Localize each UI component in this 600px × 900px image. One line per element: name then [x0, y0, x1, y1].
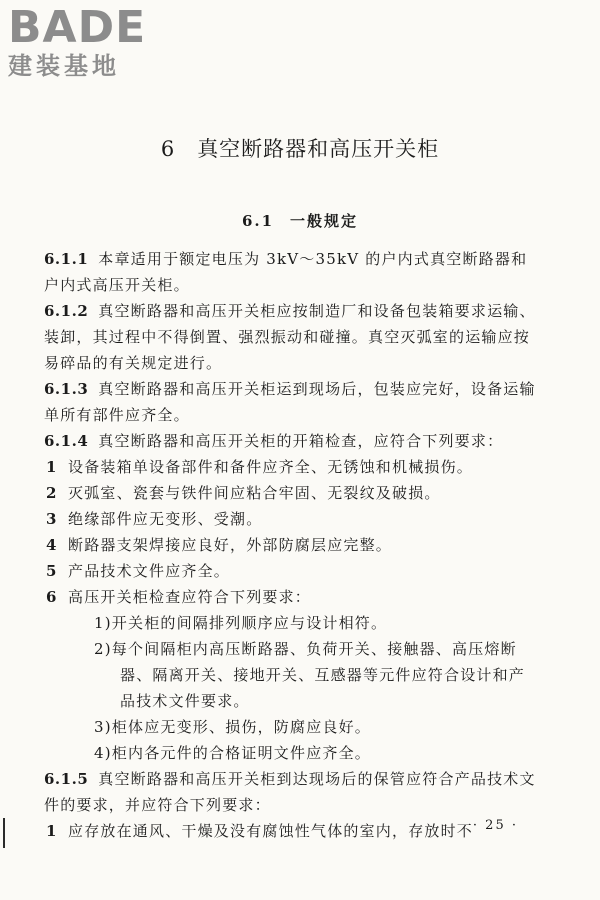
list-item: [44, 532, 540, 558]
bade-logo: [8, 2, 178, 86]
clause-text: 真空断路器和高压开关柜运到现场后，包装应完好，设备运输单所有部件应齐全。: [44, 380, 536, 424]
item-text: 产品技术文件应齐全。: [68, 562, 231, 580]
item-number: 2: [46, 484, 58, 502]
chapter-number: 6: [160, 137, 176, 161]
item-number: 5: [46, 562, 58, 580]
item-number: 3: [46, 510, 58, 528]
clause-text: 本章适用于额定电压为 3kV～35kV 的户内式真空断路器和户内式高压开关柜。: [44, 250, 528, 294]
sub-item-number: 1): [94, 614, 112, 632]
item-number: 6: [46, 588, 58, 606]
item-number: 1: [46, 458, 58, 476]
clause-text: 真空断路器和高压开关柜的开箱检查，应符合下列要求：: [98, 432, 504, 450]
page-number: · 25 ·: [472, 818, 518, 833]
sub-item: [44, 714, 540, 740]
list-item: [44, 558, 540, 584]
clause-number: 6.1.5: [44, 770, 89, 788]
sub-item: [44, 740, 540, 766]
sub-item-number: 2): [94, 640, 112, 658]
list-item: [44, 506, 540, 532]
sub-item-text: 每个间隔柜内高压断路器、负荷开关、接触器、高压熔断器、隔离开关、接地开关、互感器等元件应符合设计和产品技术文件要求。: [111, 640, 526, 710]
clause-6-1-3: [44, 376, 540, 428]
item-text: 高压开关柜检查应符合下列要求：: [68, 588, 312, 606]
item-text: 绝缘部件应无变形、受潮。: [68, 510, 263, 528]
item-text: 应存放在通风、干燥及没有腐蚀性气体的室内，存放时不: [68, 822, 474, 840]
logo-subtitle: 建装基地: [8, 52, 120, 80]
list-item: [44, 480, 540, 506]
clause-6-1-1: [44, 246, 540, 298]
sub-item-number: 4): [94, 744, 112, 762]
clause-number: 6.1.2: [44, 302, 89, 320]
sub-item: [44, 636, 540, 714]
section-title-text: 一般规定: [290, 212, 359, 230]
clause-text: 真空断路器和高压开关柜到达现场后的保管应符合产品技术文件的要求，并应符合下列要求：: [44, 770, 536, 814]
item-number: 4: [46, 536, 58, 554]
list-item: [44, 584, 540, 610]
sub-item: [44, 610, 540, 636]
list-item: [44, 818, 540, 844]
clause-number: 6.1.1: [44, 250, 89, 268]
clause-6-1-5: [44, 766, 540, 818]
scan-edge-mark: [3, 818, 5, 848]
sub-item-number: 3): [94, 718, 112, 736]
chapter-title: [0, 133, 600, 163]
clause-number: 6.1.3: [44, 380, 89, 398]
clause-number: 6.1.4: [44, 432, 89, 450]
item-text: 断路器支架焊接应良好，外部防腐层应完整。: [68, 536, 393, 554]
sub-item-text: 柜体应无变形、损伤，防腐应良好。: [111, 718, 371, 736]
sub-item-text: 柜内各元件的合格证明文件应齐全。: [111, 744, 371, 762]
clause-6-1-2: [44, 298, 540, 376]
item-number: 1: [46, 822, 58, 840]
clause-text: 真空断路器和高压开关柜应按制造厂和设备包装箱要求运输、装卸，其过程中不得倒置、强烈振动和碰撞。真空灭弧室的运输应按易碎品的有关规定进行。: [44, 302, 536, 372]
body-text: [44, 246, 540, 844]
logo-mark: BADE: [8, 2, 147, 53]
list-item: [44, 454, 540, 480]
clause-6-1-4: [44, 428, 540, 454]
section-number: 6.1: [241, 212, 275, 230]
section-title: [0, 210, 600, 231]
chapter-title-text: 真空断路器和高压开关柜: [197, 137, 440, 161]
sub-item-text: 开关柜的间隔排列顺序应与设计相符。: [111, 614, 388, 632]
item-text: 灭弧室、瓷套与铁件间应粘合牢固、无裂纹及破损。: [68, 484, 441, 502]
item-text: 设备装箱单设备部件和备件应齐全、无锈蚀和机械损伤。: [68, 458, 474, 476]
